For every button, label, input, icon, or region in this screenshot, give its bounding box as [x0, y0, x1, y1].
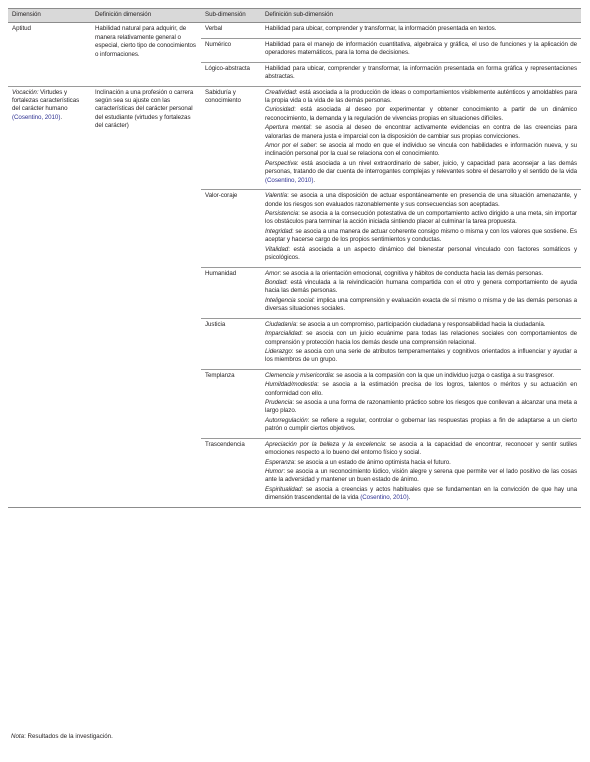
sub-dimension-definition-cell — [261, 267, 581, 318]
definition-entry — [265, 246, 577, 263]
term-label: Amor — [265, 269, 280, 277]
text-run: : se asocia a la capacidad de encontrar, reconocer y sentir sutiles emociones respecto a lo bueno del entorno físico y social. — [265, 440, 578, 457]
text-run: : está vinculada a la reivindicación humana compartida con el otro y genera comportamiento de ayuda hacia las demás personas. — [265, 278, 577, 295]
text-run: : se asocia a una disposición de actuar espontáneamente en presencia de una situación amenazante, y donde los riesgos son evaluados razonablemente y sus consecuencias son aceptadas. — [265, 192, 577, 208]
text-run: : se asocia con una serie de atributos temperamentales y cognitivos orientados a influenciar y ayudar a los miembros de un grupo. — [265, 347, 577, 364]
sub-dimension-definition-cell — [261, 38, 581, 62]
sub-dimension-definition-cell — [261, 318, 581, 369]
text-run: Inclinación a una profesión o carrera según sea su ajuste con las características del carácter personal del estudiante (virtudes y fortalezas del carácter) — [95, 88, 194, 130]
note-text: : Resultados de la investigación. — [24, 733, 113, 740]
text-run: : está asociada a un nivel extraordinario de saber, juicio, y capacidad para aconsejar a las demás personas, tratando de dar cuenta de interrogantes complejas y relevantes sobre el desarrollo y el sentido de la vida — [265, 159, 577, 176]
definition-entry — [265, 192, 577, 209]
definition-entry — [265, 372, 577, 380]
sub-dimension-cell: Sabiduría y conocimiento — [201, 86, 261, 190]
term-label: Prudencia — [265, 399, 293, 407]
term-label: Humor — [265, 467, 284, 475]
definition-entry — [265, 468, 577, 485]
definition-entry — [265, 486, 577, 503]
text-run: Virtudes y fortalezas características del carácter humano — [12, 88, 80, 113]
sub-dimension-cell: Templanza — [201, 369, 261, 438]
term-label: Perspectiva — [265, 159, 297, 167]
definition-entry — [265, 210, 577, 227]
definition-entry — [265, 106, 577, 123]
sub-dimension-definition-cell — [261, 438, 581, 507]
sub-dimension-definition-cell — [261, 62, 581, 86]
definition-entry — [265, 270, 577, 278]
text-run: : se asocia a un compromiso, participación ciudadana y responsabilidad hacia la ciudadanía. — [296, 320, 546, 328]
note-label: Nota — [11, 733, 25, 740]
dimension-definition-cell — [91, 86, 201, 507]
dimension-definition-cell — [91, 23, 201, 86]
definition-entry — [265, 279, 577, 296]
table-body — [8, 23, 581, 507]
table-row — [8, 86, 581, 190]
term-label: Humildad/modestia — [265, 381, 318, 389]
sub-dimension-cell: Numérico — [201, 38, 261, 62]
term-label: Autorregulación — [265, 416, 308, 424]
text-run: : se asocia a la estimación precisa de los logros, talentos o méritos y su actuación en conformidad con ello. — [265, 381, 577, 397]
term-label: Inteligencia social — [265, 296, 314, 304]
text-run: : está asociada a la producción de ideas o comportamientos visiblemente auténticos y amoldables para la propia vida o la vida de las demás personas. — [265, 88, 577, 104]
definition-entry — [265, 65, 577, 82]
text-run: . — [60, 113, 63, 121]
text-run: : se asocia a la consecución potestativa de un comportamiento activo dirigido a una meta, sin importar los obstáculos para terminar la acción iniciada sintiendo placer al culminar la tarea propuesta. — [265, 210, 577, 226]
text-run: : se asocia al deseo de encontrar activamente evidencias en contra de las creencias para valorarlas de manera justa e imparcial con la disposición de cambiar sus propias convicciones. — [265, 124, 577, 140]
sub-dimension-cell: Trascendencia — [201, 438, 261, 507]
table-note — [11, 733, 113, 741]
text-run: Habilidad para ubicar, comprender y transformar, la información presentada en forma gráfica y representaciones abstractas. — [265, 64, 577, 81]
table-row — [8, 23, 581, 38]
text-run: : se asocia a creencias y actos habituales que se fundamentan en la convicción de que hay una dimensión trascendental de la vida — [265, 485, 577, 502]
definition-entry — [265, 399, 577, 416]
dimension-cell — [8, 23, 91, 86]
term-label: Vocación: — [12, 88, 39, 96]
header-dimension: Dimensión — [8, 9, 91, 23]
definition-entry — [265, 441, 577, 458]
term-label: Liderazgo — [265, 347, 292, 355]
dimension-cell — [8, 86, 91, 507]
term-label: Clemencia y misericordia — [265, 371, 333, 379]
term-label: Integridad — [265, 227, 293, 235]
text-run: : está asociada a un aspecto dinámico del bienestar personal vinculado con factores somáticos y psicológicos. — [265, 245, 577, 262]
definition-entry — [265, 124, 577, 141]
definition-entry — [265, 142, 577, 159]
header-row — [8, 9, 581, 23]
sub-dimension-definition-cell — [261, 86, 581, 190]
sub-dimension-cell: Verbal — [201, 23, 261, 38]
text-run: : se asocia a la orientación emocional, cognitiva y hábitos de conducta hacia las demás personas. — [279, 269, 544, 277]
dimensions-table — [8, 8, 581, 508]
header-dimension-definition: Definición dimensión — [91, 9, 201, 23]
term-label: Vitalidad — [265, 245, 289, 253]
definition-entry — [265, 25, 577, 33]
text-run: : se asocia a una forma de razonamiento práctico sobre los riesgos que conllevan a alcanzar una meta a largo plazo. — [265, 399, 577, 415]
term-label: Amor por el saber — [265, 142, 316, 150]
term-label: Apreciación por la belleza y la excelencia — [265, 440, 385, 448]
sub-dimension-definition-cell — [261, 23, 581, 38]
text-run: : se asocia a una manera de actuar coherente consigo mismo o misma y con los valores que sostiene. Es aceptar y hacerse cargo de los propios sentimientos y conductas. — [265, 227, 577, 244]
term-label: Espiritualidad — [265, 485, 302, 493]
definition-entry — [265, 41, 577, 58]
term-label: Imparcialidad — [265, 330, 302, 338]
text-run: : se asocia a la compasión con la que un individuo juzga o castiga a su trasgresor. — [332, 371, 555, 379]
text-run: . — [313, 176, 316, 184]
text-run: : se refiere a regular, controlar o gobernar las respuestas propias a fin de adaptarse a un cierto patrón o cumplir ciertos objetivos. — [265, 416, 577, 433]
sub-dimension-cell: Valor-coraje — [201, 190, 261, 267]
definition-entry — [265, 297, 577, 314]
sub-dimension-cell: Lógico-abstracta — [201, 62, 261, 86]
text-run: . — [408, 494, 411, 502]
term-label: Curiosidad — [265, 106, 295, 114]
term-label: Ciudadanía — [265, 320, 297, 328]
text-run: Habilidad para ubicar, comprender y transformar, la información presentada en textos. — [265, 25, 497, 33]
text-run: : se asocia a un estado de ánimo optimista hacia el futuro. — [294, 458, 451, 466]
header-sub-dimension: Sub-dimensión — [201, 9, 261, 23]
definition-entry — [265, 321, 577, 329]
sub-dimension-definition-cell — [261, 190, 581, 267]
text-run: : se asocia con un juicio ecuánime para todas las relaciones sociales con comportamientos de comprensión y protección hacia los demás desde una comprensión relacional. — [265, 330, 577, 346]
definition-entry — [265, 459, 577, 467]
definition-entry — [265, 417, 577, 434]
term-label: Persistencia — [265, 210, 299, 218]
definition-entry — [265, 89, 577, 106]
term-label: Esperanza — [265, 458, 295, 466]
definition-entry — [265, 160, 577, 185]
definition-entry — [265, 228, 577, 245]
definition-entry — [265, 330, 577, 347]
text-run: : está asociada al deseo por experimentar y obtener conocimiento a partir de un dinámico reconocimiento, la demanda y la regulación de vivencias propias en situaciones difíciles. — [265, 106, 577, 122]
header-sub-dimension-definition: Definición sub-dimensión — [261, 9, 581, 23]
sub-dimension-cell: Justicia — [201, 318, 261, 369]
citation: (Cosentino, 2010) — [360, 494, 409, 502]
sub-dimension-cell: Humanidad — [201, 267, 261, 318]
text-run: Habilidad para el manejo de información cuantitativa, algebraica y gráfica, el uso de funciones y la aplicación de operadores matemáticos, para la toma de decisiones. — [265, 40, 577, 57]
term-label: Bondad — [265, 278, 287, 286]
term-label: Apertura mental — [265, 124, 311, 132]
text-run: : se asocia al modo en que el individuo se vincula con habilidades e información nueva, y su inclinación personal por la cual se relaciona con el conocimiento. — [265, 142, 578, 158]
definition-entry — [265, 381, 577, 398]
sub-dimension-definition-cell — [261, 369, 581, 438]
term-label: Creatividad — [265, 88, 296, 96]
text-run: Aptitud — [12, 25, 31, 33]
text-run: : se asocia a un reconocimiento lúdico, visión alegre y serena que permite ver el lado positivo de las cosas ante la adversidad y mantener un buen estado de ánimo. — [265, 467, 577, 484]
term-label: Valentía — [265, 192, 288, 200]
citation: (Cosentino, 2010) — [265, 176, 314, 184]
citation: (Cosentino, 2010) — [12, 113, 61, 121]
text-run: : implica una comprensión y evaluación exacta de sí mismo o misma y de las demás personas a diversas situaciones sociales. — [265, 296, 577, 313]
text-run: Habilidad natural para adquirir, de manera relativamente general o especial, cierto tipo de conocimientos o informaciones. — [95, 25, 196, 58]
definition-entry — [265, 348, 577, 365]
